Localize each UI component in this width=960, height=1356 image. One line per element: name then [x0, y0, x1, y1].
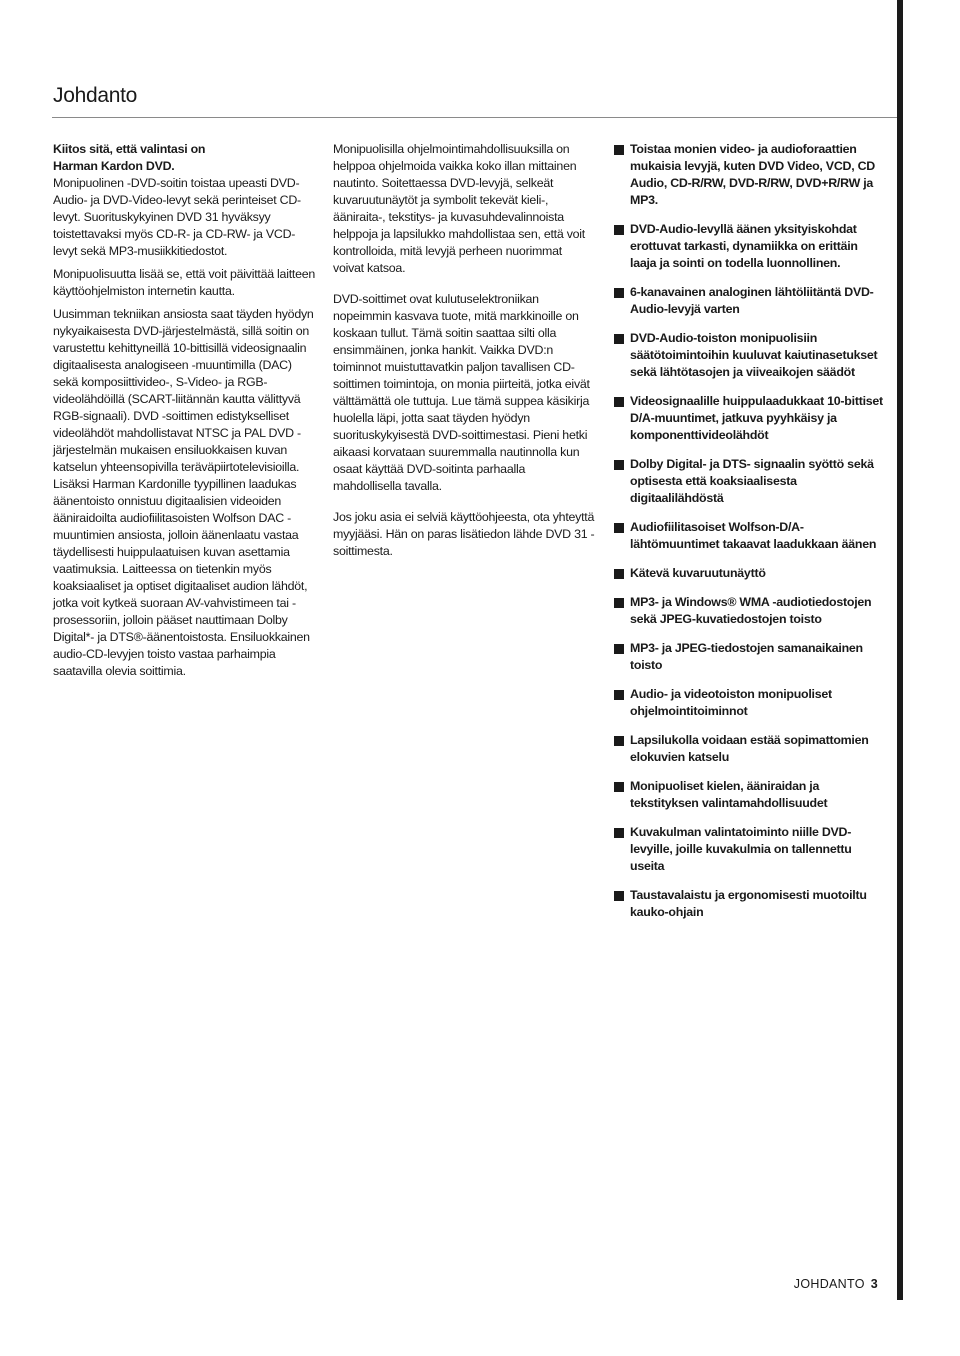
feature-item — [614, 565, 884, 582]
feature-item — [614, 887, 884, 921]
bullet-square-icon — [614, 460, 624, 470]
feature-list — [614, 141, 884, 921]
bullet-square-icon — [614, 644, 624, 654]
feature-item — [614, 732, 884, 766]
feature-text: Lapsilukolla voidaan estää sopimattomien elokuvien katselu — [630, 733, 869, 764]
feature-text: Monipuoliset kielen, ääniraidan ja tekstityksen valintamahdollisuudet — [630, 779, 828, 810]
bullet-square-icon — [614, 891, 624, 901]
feature-text: 6-kanavainen analoginen lähtöliitäntä DVD-Audio-levyjä varten — [630, 285, 874, 316]
feature-text: DVD-Audio-toiston monipuolisiin säätötoimintoihin kuuluvat kaiutinasetukset sekä lähtötasojen ja viiveaikojen säädöt — [630, 331, 878, 379]
bullet-square-icon — [614, 782, 624, 792]
feature-text: DVD-Audio-levyllä äänen yksityiskohdat erottuvat tarkasti, dynamiikka on erittäin laaja ja sointi on todella luonnollinen. — [630, 222, 858, 270]
feature-item — [614, 393, 884, 444]
middle-paragraph-2: DVD-soittimet ovat kulutuselektroniikan nopeimmin kasvava tuote, mitä markkinoille on koskaan tullut. Tämä soitin saattaa silti olla ensimmäinen, jonka hankit. Vaikka DVD:n toiminnot muistuttavatkin paljon tavallisen CD-soittimen toimintoja, on monia piirteitä, jotka eivät välttämättä ole tuttuja. Lue tämä suppea käsikirja huolella läpi, jotta saat täyden hyödyn suorituskykyisestä DVD-soittimestasi. Pieni hetki aikaasi korvataan suuremmalla nautinnolla kun osaat käyttää DVD-soitinta parhaalla mahdollisella tavalla. — [333, 292, 590, 493]
column-intro — [53, 141, 315, 694]
feature-text: Toistaa monien video- ja audioforaattien mukaisia levyjä, kuten DVD Video, VCD, CD Audio, CD-R/RW, DVD-R/RW, DVD+R/RW ja MP3. — [630, 142, 875, 207]
feature-item — [614, 594, 884, 628]
bullet-square-icon — [614, 569, 624, 579]
feature-item — [614, 519, 884, 553]
middle-paragraph-3: Jos joku asia ei selviä käyttöohjeesta, ota yhteyttä myyjääsi. Hän on paras lisätiedon lähde DVD 31 -soittimesta. — [333, 510, 595, 558]
intro-paragraph-3: Uusimman tekniikan ansiosta saat täyden hyödyn nykyaikaisesta DVD-järjestelmästä, sillä soitin on varustettu kehittyneillä 10-bittisillä videosignaalin digitaalisesta analogiseen -muuntimilla (DAC) sekä komposiittivideo-, S-Video- ja RGB-videolähdöillä (SCART-liitännän kautta välittyvä RGB-signaali). DVD -soittimen edistykselliset videolähdöt mahdollistavat NTSC ja PAL DVD -järjestelmän mukaisen ensiluokkaisen kuvan katselun yhteensopivilla teräväpiirtotelevisioilla. Lisäksi Harman Kardonille tyypillinen laadukas äänentoisto onnistuu digitaalisien videoiden ääniraidoilta audiofiilitasoisten Wolfson DAC -muuntimien ansiosta, jolloin äänenlaatu vastaa täydellisesti huippulaatuisen kuvan asettamia vaatimuksia. Laitteessa on tietenkin myös koaksiaaliset ja optiset digitaaliset audion lähdöt, jotka voit kytkeä suoraan AV-vahvistimeen tai -prosessoriin, jolloin pääset nauttimaan Dolby Digital*- ja DTS®-äänentoistosta. Ensiluokkainen audio-CD-levyjen toisto vastaa parhaimpia saatavilla olevia soittimia. — [53, 307, 314, 678]
feature-item — [614, 221, 884, 272]
intro-paragraph-2: Monipuolisuutta lisää se, että voit päivittää laitteen käyttöohjelmiston internetin kautta. — [53, 267, 316, 298]
feature-text: Audio- ja videotoiston monipuoliset ohjelmointitoiminnot — [630, 687, 832, 718]
feature-item — [614, 778, 884, 812]
column-middle — [333, 141, 595, 574]
bullet-square-icon — [614, 334, 624, 344]
feature-item — [614, 456, 884, 507]
feature-text: Videosignaalille huippulaadukkaat 10-bittiset D/A-muuntimet, jatkuva pyyhkäisy ja komponenttivideolähdöt — [630, 394, 883, 442]
feature-text: Taustavalaistu ja ergonomisesti muotoiltu kauko-ohjain — [630, 888, 867, 919]
middle-paragraph-1: Monipuolisilla ohjelmointimahdollisuuksilla on helppoa ohjelmoida vaikka koko illan mittainen nautinto. Soitettaessa DVD-levyjä, selkeät kuvaruutunäytöt ja symbolit tekevät kieli-, ääniraita-, tekstitys- ja kuvasuhdevalinnoista helppoja ja lapsilukko mahdollistaa sen, että voit kontrolloida, mitä levyjä perheen nuorimmat voivat katsoa. — [333, 142, 585, 275]
feature-text: MP3- ja Windows® WMA -audiotiedostojen sekä JPEG-kuvatiedostojen toisto — [630, 595, 872, 626]
bullet-square-icon — [614, 288, 624, 298]
feature-text: Kuvakulman valintatoiminto niille DVD-levyille, joille kuvakulmia on tallennettu useita — [630, 825, 852, 873]
feature-item — [614, 640, 884, 674]
feature-text: Audiofiilitasoiset Wolfson-D/A-lähtömuuntimet takaavat laadukkaan äänen — [630, 520, 877, 551]
bullet-square-icon — [614, 225, 624, 235]
bullet-square-icon — [614, 736, 624, 746]
feature-item — [614, 686, 884, 720]
intro-heading-line1: Kiitos sitä, että valintasi on — [53, 142, 206, 156]
intro-paragraph-1: Monipuolinen -DVD-soitin toistaa upeasti DVD-Audio- ja DVD-Video-levyt sekä perinteiset CD-levyt. Suorituskykyinen DVD 31 hyväksyy toistettavaksi myös CD-R- ja CD-RW- ja VCD-levyt sekä MP3-musiikkitiedostot. — [53, 176, 301, 258]
feature-item — [614, 824, 884, 875]
bullet-square-icon — [614, 145, 624, 155]
page-number: 3 — [870, 1277, 878, 1291]
bullet-square-icon — [614, 690, 624, 700]
page-edge-bar — [897, 0, 903, 1300]
feature-item — [614, 330, 884, 381]
feature-text: Kätevä kuvaruutunäyttö — [630, 566, 766, 580]
bullet-square-icon — [614, 598, 624, 608]
title-divider — [52, 117, 897, 118]
page-footer — [794, 1277, 878, 1291]
bullet-square-icon — [614, 828, 624, 838]
intro-heading — [53, 141, 315, 175]
feature-item — [614, 284, 884, 318]
column-features — [614, 141, 884, 933]
bullet-square-icon — [614, 523, 624, 533]
page-title: Johdanto — [53, 84, 138, 107]
intro-heading-line2: Harman Kardon DVD. — [53, 159, 175, 173]
feature-text: Dolby Digital- ja DTS- signaalin syöttö sekä optisesta että koaksiaalisesta digitaalilähdöstä — [630, 457, 874, 505]
footer-section-label: JOHDANTO — [793, 1277, 865, 1291]
bullet-square-icon — [614, 397, 624, 407]
feature-text: MP3- ja JPEG-tiedostojen samanaikainen toisto — [630, 641, 863, 672]
feature-item — [614, 141, 884, 209]
